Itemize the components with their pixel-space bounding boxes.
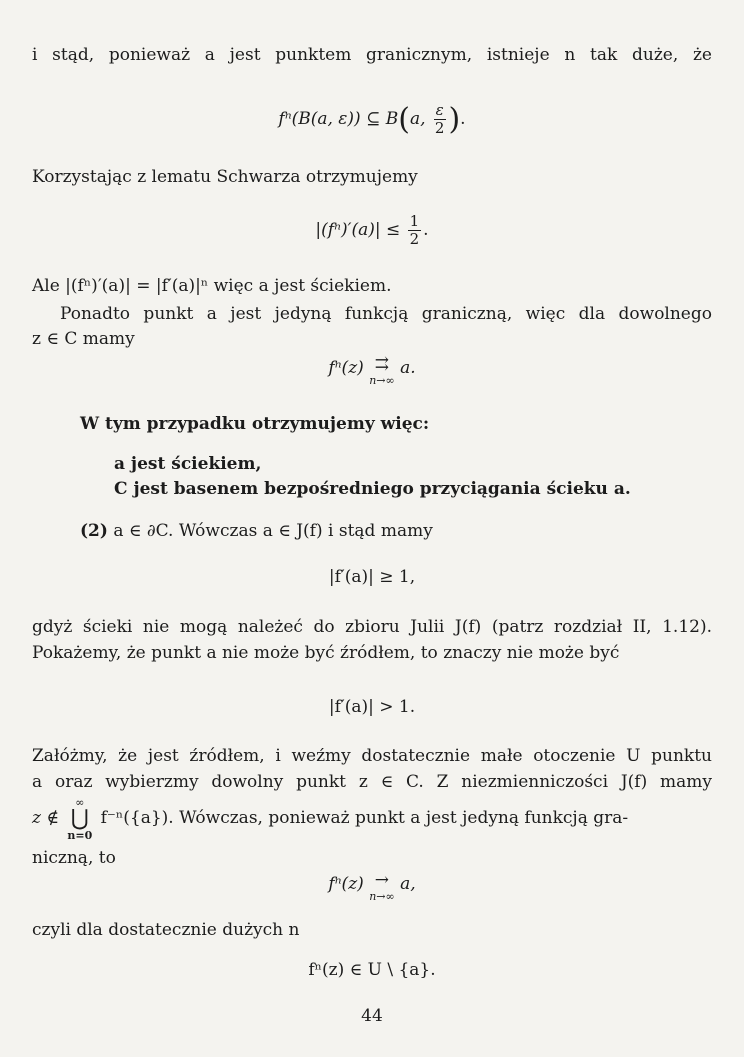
equation-derivative-bound: |(fⁿ)′(a)| ≤ $\frac{1}{2}$ . — [315, 212, 429, 248]
text-line: gdyż ścieki nie mogą należeć do zbioru Julii J(f) (patrz rozdział II, 1.12). — [32, 617, 712, 637]
text-line: Ale |(fⁿ)′(a)| = |f′(a)|ⁿ więc a jest ściekiem. — [32, 276, 392, 296]
equation-membership: fⁿ(z) ∈ U \ {a}. — [308, 960, 436, 980]
text-line: niczną, to — [32, 848, 116, 868]
bold-statement: C jest basenem bezpośredniego przyciągania ścieku a. — [114, 479, 631, 499]
text-line: Załóżmy, że jest źródłem, i weźmy dostatecznie małe otoczenie U punktu — [32, 746, 712, 766]
text-line: czyli dla dostatecznie dużych n — [32, 920, 300, 940]
section-heading: W tym przypadku otrzymujemy więc: — [80, 414, 430, 434]
text-line: a oraz wybierzmy dowolny punkt z ∈ C. Z niezmienniczości J(f) mamy — [32, 772, 712, 792]
text-line: z ∈ C mamy — [32, 329, 135, 349]
text-line: Korzystając z lematu Schwarza otrzymujemy — [32, 167, 418, 187]
text-line-union: z ∉ ∞ ⋃ n=0 f⁻ⁿ({a}). Wówczas, ponieważ punkt a jest jedyną funkcją gra- — [32, 795, 629, 842]
text-line: Pokażemy, że punkt a nie może być źródłem, to znaczy nie może być — [32, 643, 620, 663]
page-number: 44 — [361, 1006, 383, 1026]
text-line: i stąd, ponieważ a jest punktem granicznym, istnieje n tak duże, że — [32, 45, 712, 65]
equation-ge: |f′(a)| ≥ 1, — [328, 567, 416, 587]
equation-limit: fⁿ(z) → n→∞ a, — [328, 870, 416, 903]
union-operator: ∞ ⋃ n=0 — [67, 795, 93, 842]
bold-statement: a jest ściekiem, — [114, 454, 262, 474]
text-line: Ponadto punkt a jest jedyną funkcją graniczną, więc dla dowolnego — [60, 304, 712, 324]
equation-inclusion: fⁿ(B(a, ε)) ⊆ B(a, $\frac{\varepsilon}{2}$ ). — [278, 101, 466, 137]
case-line: (2) a ∈ ∂C. Wówczas a ∈ J(f) i stąd mamy — [80, 521, 433, 541]
equation-gt: |f′(a)| > 1. — [328, 697, 416, 717]
equation-uniform-limit: fⁿ(z) ⇉ n→∞ a. — [328, 354, 416, 387]
